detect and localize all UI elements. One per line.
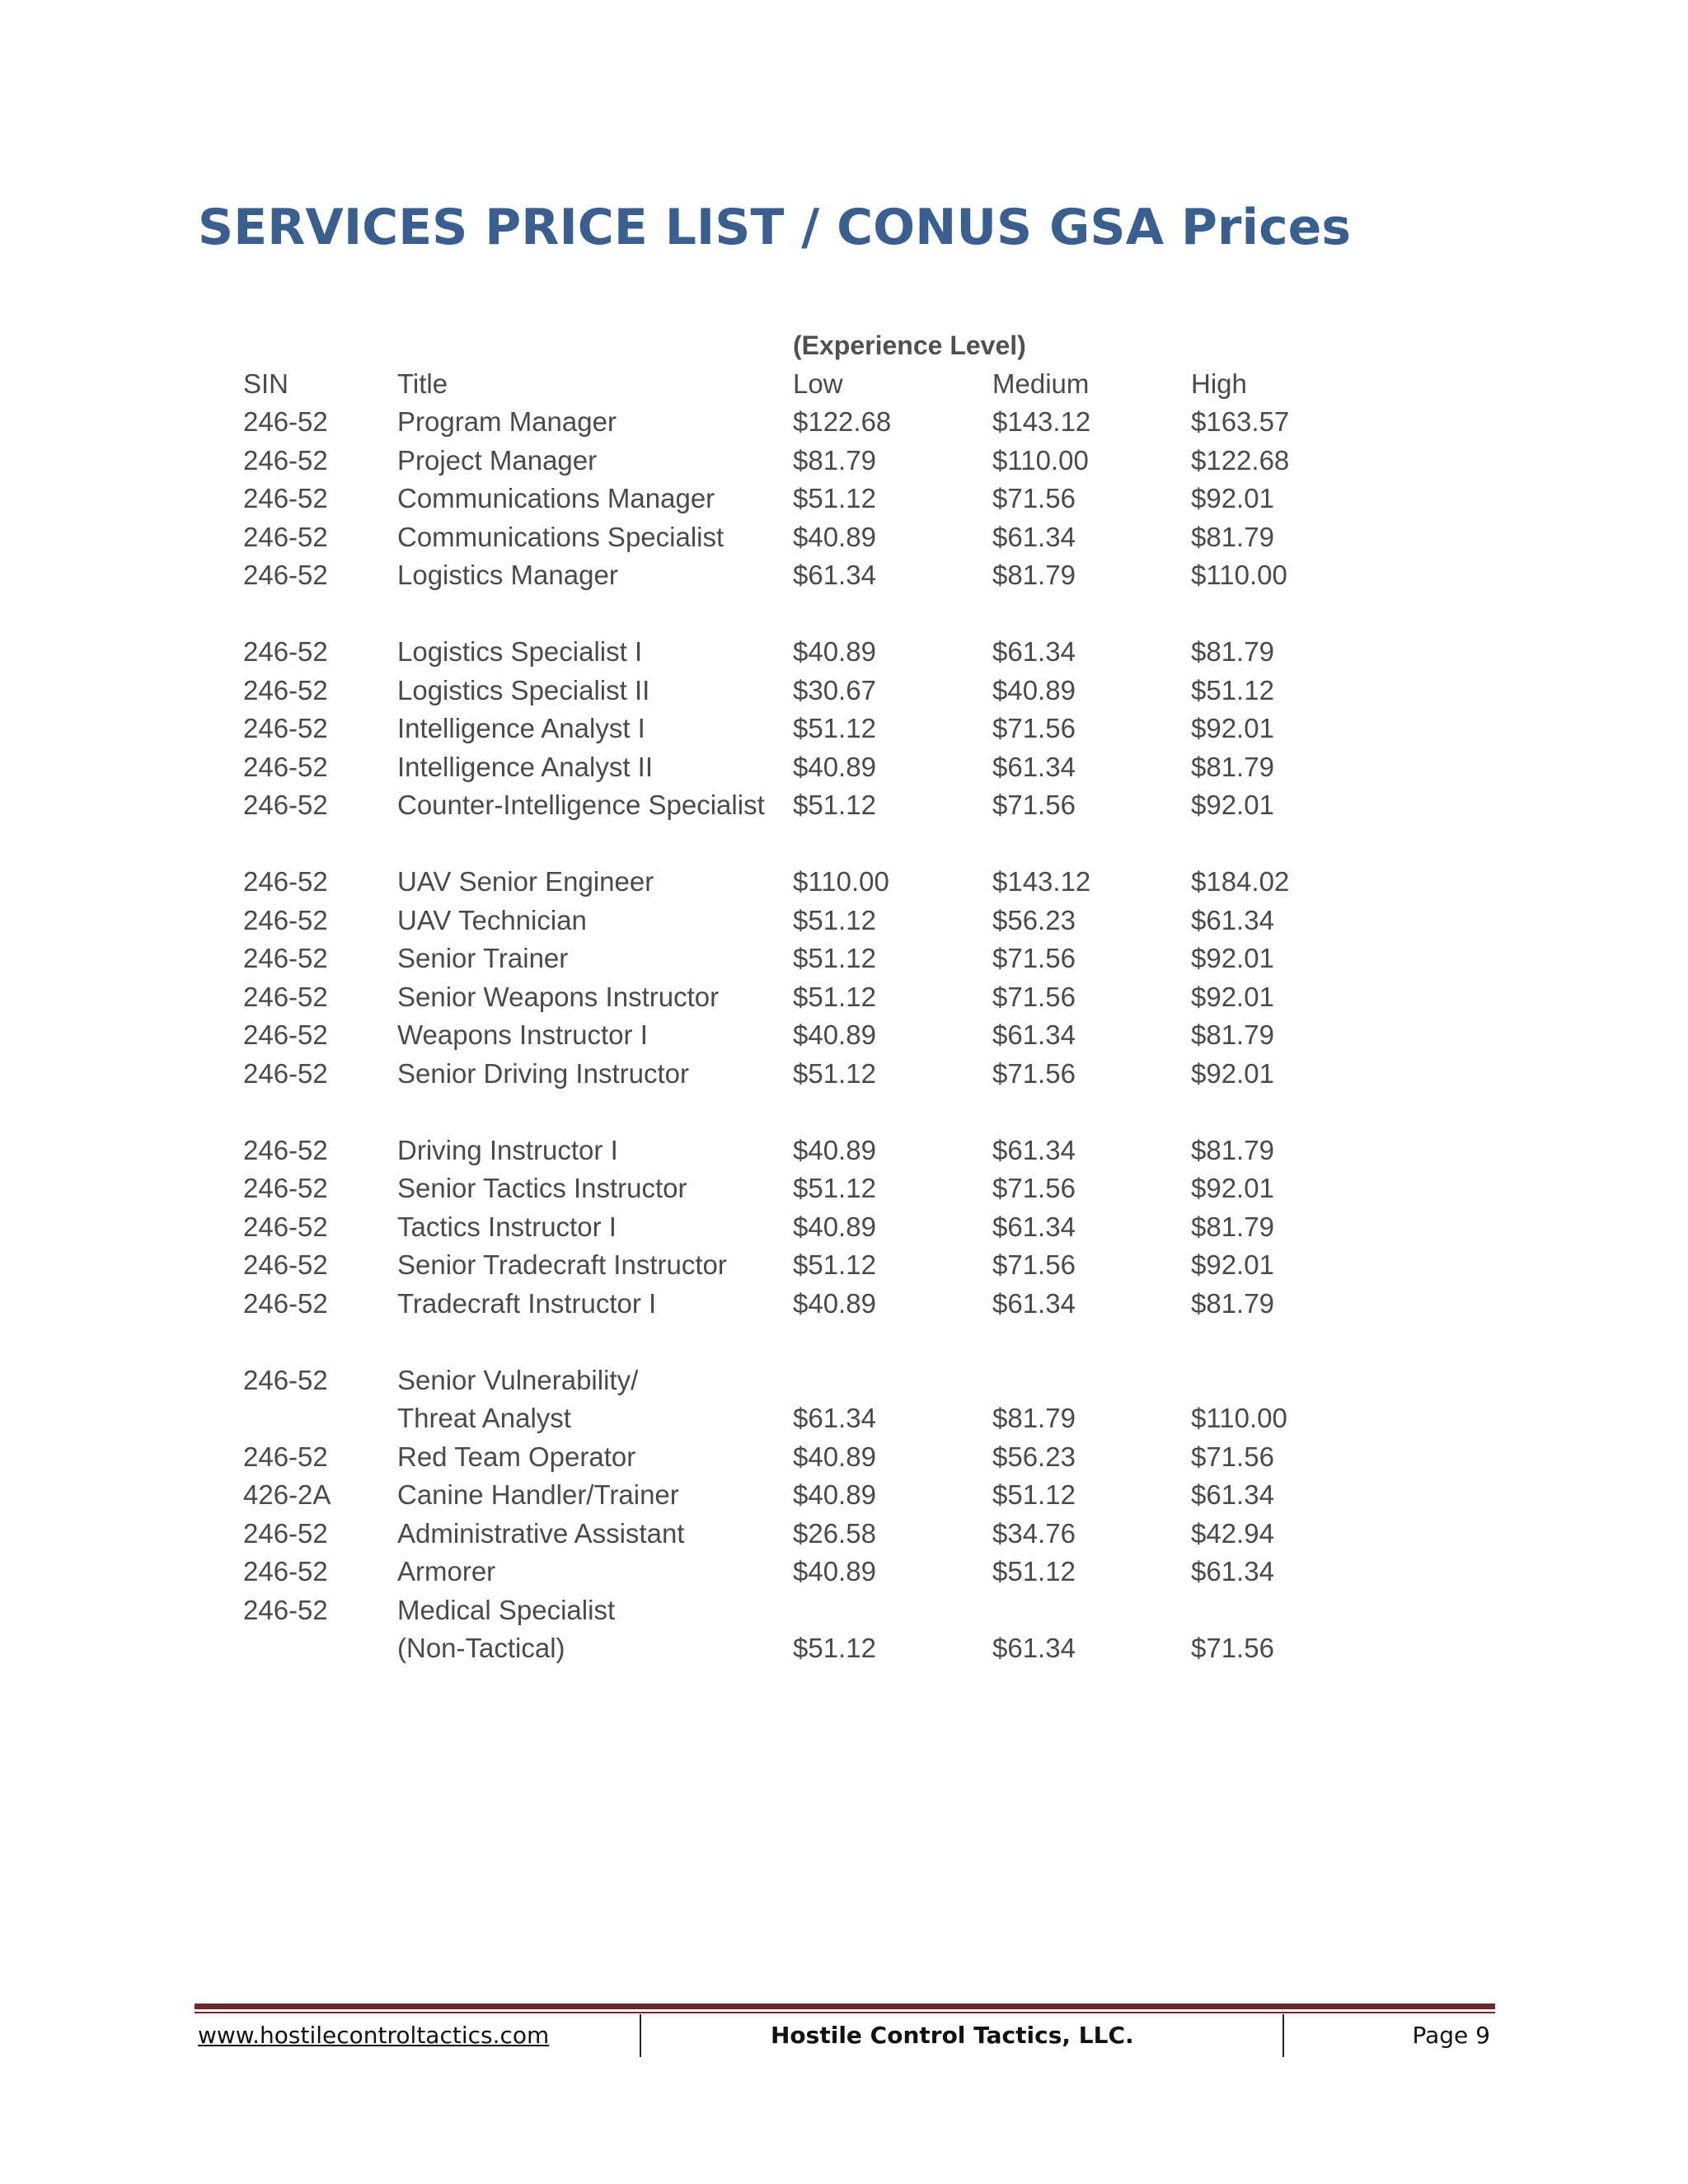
cell-high: $184.02 [1191, 866, 1290, 897]
cell-sin: 246-52 [243, 483, 328, 513]
cell-sin: 246-52 [243, 1249, 328, 1280]
cell-sin: 246-52 [243, 1441, 328, 1472]
cell-title: Project Manager [397, 444, 598, 476]
cell-medium: $143.12 [992, 406, 1091, 437]
cell-low: $51.12 [793, 713, 876, 743]
cell-sin: 246-52 [243, 1556, 328, 1586]
table-row [243, 863, 1397, 902]
cell-high: $92.01 [1191, 981, 1274, 1012]
cell-high: $92.01 [1191, 790, 1274, 820]
cell-high: $163.57 [1191, 406, 1290, 437]
cell-title: Intelligence Analyst I [397, 713, 645, 743]
table-row [243, 480, 1397, 518]
cell-medium: $56.23 [992, 1441, 1076, 1472]
cell-sin: 246-52 [243, 406, 328, 437]
table-row [243, 786, 1397, 825]
table-body [243, 403, 1397, 1668]
cell-title: Senior Trainer [397, 943, 569, 973]
cell-high: $61.34 [1191, 904, 1274, 935]
cell-sin: 246-52 [243, 1057, 328, 1089]
cell-medium: $61.34 [992, 1211, 1076, 1242]
cell-title: Weapons Instructor I [397, 1019, 648, 1050]
table-row [243, 1016, 1397, 1055]
table-row [243, 1515, 1397, 1554]
cell-medium: $61.34 [992, 636, 1076, 667]
column-header-sin: SIN [243, 368, 289, 399]
cell-low: $61.34 [793, 1403, 876, 1433]
table-row [243, 1285, 1397, 1324]
cell-sin: 246-52 [243, 713, 328, 743]
cell-title: Logistics Specialist I [397, 636, 643, 667]
page-title: SERVICES PRICE LIST / CONUS GSA Prices [198, 199, 1352, 256]
cell-medium: $61.34 [992, 1287, 1076, 1319]
cell-title: Logistics Specialist II [397, 674, 650, 705]
column-header-title: Title [397, 368, 448, 399]
table-row [243, 1055, 1397, 1094]
cell-sin: 246-52 [243, 1364, 328, 1395]
table-row [243, 1591, 1397, 1630]
cell-medium: $71.56 [992, 943, 1076, 973]
cell-title: Threat Analyst [397, 1403, 571, 1433]
cell-high: $92.01 [1191, 713, 1274, 743]
footer-rule-thin [195, 2012, 1495, 2013]
column-header-medium: Medium [992, 368, 1090, 399]
cell-low: $40.89 [793, 1441, 876, 1472]
spacer-row [243, 1323, 1397, 1361]
cell-medium: $81.79 [992, 560, 1076, 590]
cell-sin: 246-52 [243, 790, 328, 820]
table-row [243, 518, 1397, 557]
footer-divider-right [1282, 2014, 1284, 2057]
cell-medium: $71.56 [992, 1057, 1076, 1089]
cell-medium: $61.34 [992, 1633, 1076, 1663]
table-row [243, 1208, 1397, 1247]
cell-high: $92.01 [1191, 1057, 1274, 1089]
cell-title: Communications Specialist [397, 521, 724, 552]
cell-medium: $61.34 [992, 1134, 1076, 1165]
cell-high: $81.79 [1191, 636, 1274, 667]
cell-high: $92.01 [1191, 1249, 1274, 1280]
cell-title: Administrative Assistant [397, 1517, 685, 1549]
cell-low: $30.67 [793, 674, 876, 705]
cell-title: Tradecraft Instructor I [397, 1287, 657, 1319]
table-row [243, 1553, 1397, 1591]
cell-medium: $71.56 [992, 1173, 1076, 1203]
table-row [243, 672, 1397, 710]
table-row [243, 442, 1397, 480]
cell-sin: 246-52 [243, 1517, 328, 1549]
cell-medium: $110.00 [992, 444, 1089, 476]
cell-title: Canine Handler/Trainer [397, 1479, 679, 1510]
cell-title: Red Team Operator [397, 1441, 636, 1472]
cell-low: $40.89 [793, 1019, 876, 1050]
table-row [243, 710, 1397, 748]
cell-title: UAV Technician [397, 904, 587, 935]
table-row [243, 902, 1397, 940]
cell-title: (Non-Tactical) [397, 1633, 565, 1663]
cell-low: $40.89 [793, 1479, 876, 1510]
cell-title: Driving Instructor I [397, 1134, 618, 1165]
cell-medium: $51.12 [992, 1479, 1076, 1510]
cell-sin: 246-52 [243, 1594, 328, 1625]
cell-low: $51.12 [793, 790, 876, 820]
cell-sin: 246-52 [243, 1211, 328, 1242]
cell-sin: 246-52 [243, 943, 328, 973]
cell-low: $40.89 [793, 1211, 876, 1242]
cell-high: $92.01 [1191, 483, 1274, 513]
cell-low: $51.12 [793, 904, 876, 935]
cell-sin: 246-52 [243, 560, 328, 590]
cell-title: Logistics Manager [397, 560, 618, 590]
column-header-row [243, 365, 1397, 404]
spacer-row [243, 595, 1397, 634]
table-row [243, 1246, 1397, 1285]
cell-high: $51.12 [1191, 674, 1274, 705]
cell-low: $51.12 [793, 943, 876, 973]
cell-medium: $40.89 [992, 674, 1076, 705]
cell-medium: $61.34 [992, 751, 1076, 782]
cell-medium: $61.34 [992, 1019, 1076, 1050]
cell-low: $51.12 [793, 483, 876, 513]
cell-title: Intelligence Analyst II [397, 751, 654, 782]
cell-medium: $81.79 [992, 1403, 1076, 1433]
cell-sin: 246-52 [243, 1287, 328, 1319]
cell-title: Communications Manager [397, 483, 715, 513]
cell-medium: $71.56 [992, 713, 1076, 743]
cell-sin: 246-52 [243, 636, 328, 667]
cell-high: $81.79 [1191, 1211, 1274, 1242]
cell-medium: $71.56 [992, 981, 1076, 1012]
cell-high: $92.01 [1191, 1173, 1274, 1203]
cell-title: Senior Tradecraft Instructor [397, 1249, 727, 1280]
cell-high: $110.00 [1191, 1403, 1287, 1433]
cell-title: Counter-Intelligence Specialist [397, 790, 765, 820]
cell-low: $51.12 [793, 1173, 876, 1203]
column-header-high: High [1191, 368, 1247, 399]
cell-high: $81.79 [1191, 1019, 1274, 1050]
table-row [243, 1476, 1397, 1515]
cell-low: $40.89 [793, 1556, 876, 1586]
cell-title: Senior Weapons Instructor [397, 981, 720, 1012]
cell-sin: 246-52 [243, 521, 328, 552]
cell-title: Program Manager [397, 406, 617, 437]
cell-sin: 246-52 [243, 751, 328, 782]
cell-sin: 246-52 [243, 981, 328, 1012]
group-header-row [243, 326, 1397, 365]
table-row [243, 978, 1397, 1017]
table-row [243, 1438, 1397, 1477]
spacer-row [243, 1093, 1397, 1132]
spacer-row [243, 825, 1397, 864]
cell-high: $71.56 [1191, 1441, 1274, 1472]
cell-low: $40.89 [793, 521, 876, 552]
cell-high: $110.00 [1191, 560, 1287, 590]
cell-medium: $61.34 [992, 521, 1076, 552]
cell-high: $81.79 [1191, 521, 1274, 552]
table-row [243, 403, 1397, 442]
table-row [243, 1629, 1397, 1668]
footer-website-link[interactable]: www.hostilecontroltactics.com [198, 2022, 550, 2049]
footer-page-number: Page 9 [1412, 2022, 1490, 2049]
cell-low: $51.12 [793, 1249, 876, 1280]
cell-low: $61.34 [793, 560, 876, 590]
cell-sin: 246-52 [243, 444, 328, 476]
column-header-low: Low [793, 368, 843, 399]
table-row [243, 1399, 1397, 1438]
cell-high: $81.79 [1191, 751, 1274, 782]
cell-medium: $34.76 [992, 1517, 1076, 1549]
cell-high: $92.01 [1191, 943, 1274, 973]
cell-medium: $143.12 [992, 866, 1091, 897]
cell-medium: $51.12 [992, 1556, 1076, 1586]
cell-sin: 246-52 [243, 904, 328, 935]
cell-title: UAV Senior Engineer [397, 866, 654, 897]
footer-rule [195, 2004, 1495, 2009]
cell-sin: 246-52 [243, 866, 328, 897]
table-row [243, 748, 1397, 787]
cell-low: $122.68 [793, 406, 892, 437]
footer-company-name: Hostile Control Tactics, LLC. [771, 2022, 1134, 2049]
cell-sin: 246-52 [243, 1019, 328, 1050]
cell-medium: $71.56 [992, 483, 1076, 513]
table-row [243, 1361, 1397, 1400]
cell-high: $61.34 [1191, 1479, 1274, 1510]
cell-high: $81.79 [1191, 1134, 1274, 1165]
cell-low: $110.00 [793, 866, 889, 897]
cell-title: Senior Driving Instructor [397, 1057, 689, 1089]
cell-low: $51.12 [793, 981, 876, 1012]
cell-high: $71.56 [1191, 1633, 1274, 1663]
cell-low: $81.79 [793, 444, 876, 476]
cell-high: $61.34 [1191, 1556, 1274, 1586]
cell-low: $51.12 [793, 1633, 876, 1663]
table-row [243, 1169, 1397, 1208]
cell-sin: 246-52 [243, 1173, 328, 1203]
table-row [243, 556, 1397, 595]
cell-sin: 426-2A [243, 1479, 331, 1510]
cell-sin: 246-52 [243, 1134, 328, 1165]
table-row [243, 633, 1397, 672]
price-table [243, 326, 1397, 1668]
cell-title: Senior Vulnerability/ [397, 1364, 639, 1395]
cell-title: Senior Tactics Instructor [397, 1173, 687, 1203]
cell-title: Medical Specialist [397, 1594, 616, 1625]
footer-divider-left [640, 2014, 641, 2057]
cell-low: $26.58 [793, 1517, 876, 1549]
cell-title: Tactics Instructor I [397, 1211, 617, 1242]
cell-low: $40.89 [793, 1134, 876, 1165]
cell-medium: $71.56 [992, 790, 1076, 820]
cell-low: $40.89 [793, 751, 876, 782]
cell-medium: $71.56 [992, 1249, 1076, 1280]
cell-high: $42.94 [1191, 1517, 1274, 1549]
cell-sin: 246-52 [243, 674, 328, 705]
cell-low: $40.89 [793, 1287, 876, 1319]
table-row [243, 940, 1397, 978]
cell-low: $51.12 [793, 1057, 876, 1089]
cell-medium: $56.23 [992, 904, 1076, 935]
cell-low: $40.89 [793, 636, 876, 667]
cell-high: $122.68 [1191, 444, 1290, 476]
cell-title: Armorer [397, 1556, 496, 1586]
cell-high: $81.79 [1191, 1287, 1274, 1319]
experience-level-header: (Experience Level) [793, 330, 1026, 360]
table-row [243, 1132, 1397, 1170]
